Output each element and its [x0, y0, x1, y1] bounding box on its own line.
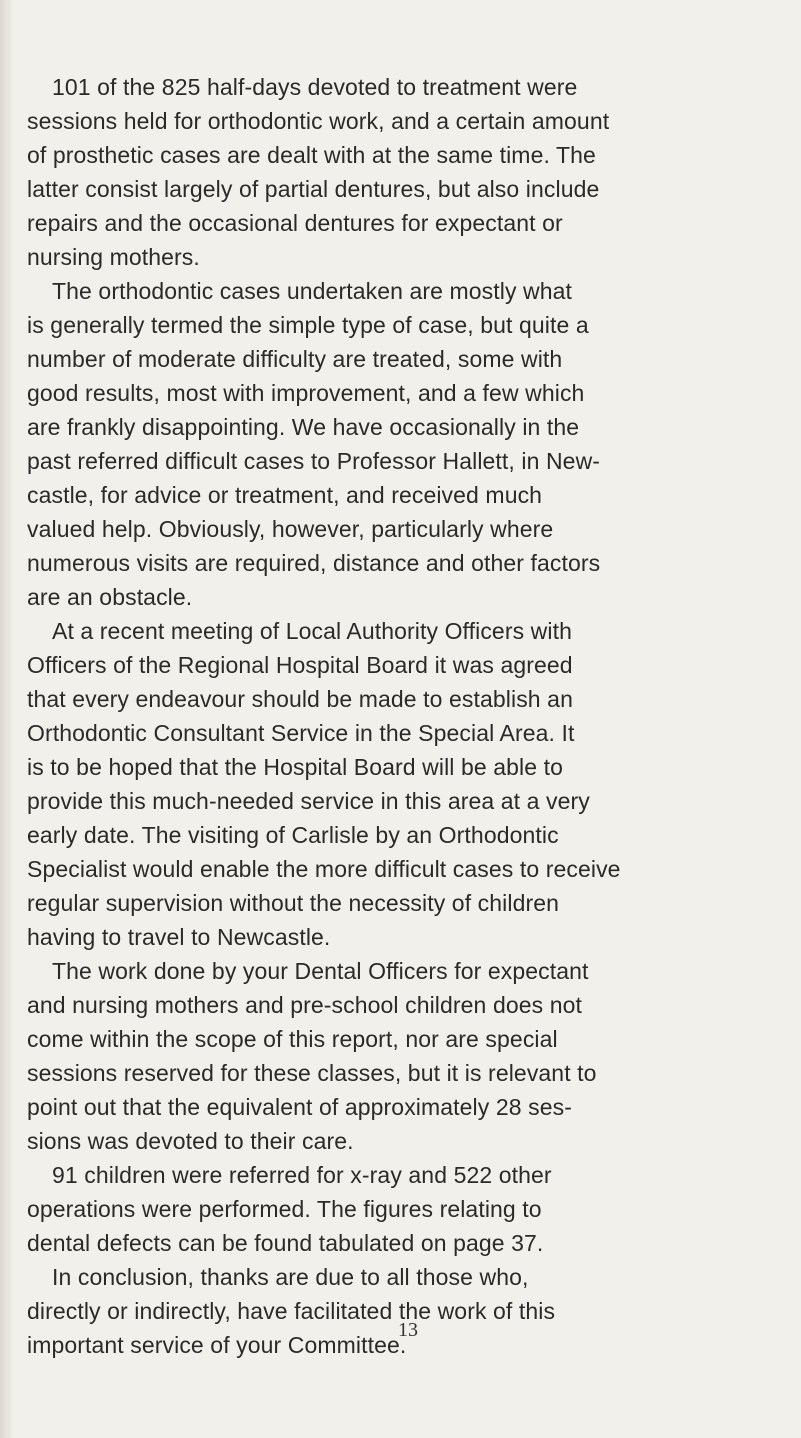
text-line: Specialist would enable the more difficult cases to receive — [27, 856, 621, 882]
text-line: that every endeavour should be made to establish an — [27, 686, 573, 712]
text-line: is generally termed the simple type of case, but quite a — [27, 312, 589, 338]
text-line: The orthodontic cases undertaken are mostly what — [52, 278, 573, 304]
text-line: sions was devoted to their care. — [27, 1128, 354, 1154]
text-line: sessions reserved for these classes, but it is relevant to — [27, 1060, 597, 1086]
text-line: numerous visits are required, distance and other factors — [27, 550, 601, 576]
text-line: is to be hoped that the Hospital Board will be able to — [27, 754, 564, 780]
page-number: 13 — [398, 1319, 418, 1341]
text-line: regular supervision without the necessity of children — [27, 890, 560, 916]
text-line: directly or indirectly, have facilitated the work of this — [27, 1298, 556, 1324]
text-line: provide this much-needed service in this area at a very — [27, 788, 590, 814]
text-line: castle, for advice or treatment, and received much — [27, 482, 543, 508]
text-line: valued help. Obviously, however, particularly where — [27, 516, 554, 542]
text-line: 101 of the 825 half-days devoted to treatment were — [52, 74, 578, 100]
text-line: good results, most with improvement, and a few which — [27, 380, 585, 406]
text-line: 91 children were referred for x-ray and 522 other — [52, 1162, 552, 1188]
text-line: past referred difficult cases to Professor Hallett, in New- — [27, 448, 601, 474]
text-line: latter consist largely of partial dentures, but also include — [27, 176, 600, 202]
text-line: number of moderate difficulty are treated, some with — [27, 346, 563, 372]
text-line: early date. The visiting of Carlisle by an Orthodontic — [27, 822, 559, 848]
text-line: Orthodontic Consultant Service in the Special Area. It — [27, 720, 575, 746]
text-line: having to travel to Newcastle. — [27, 924, 331, 950]
text-line: repairs and the occasional dentures for expectant or — [27, 210, 563, 236]
text-line: are an obstacle. — [27, 584, 193, 610]
text-line: The work done by your Dental Officers for expectant — [52, 958, 589, 984]
text-line: At a recent meeting of Local Authority Officers with — [52, 618, 572, 644]
text-line: Officers of the Regional Hospital Board it was agreed — [27, 652, 573, 678]
text-line: of prosthetic cases are dealt with at the same time. The — [27, 142, 596, 168]
page-edge-shadow — [0, 0, 14, 1438]
text-line: come within the scope of this report, nor are special — [27, 1026, 558, 1052]
text-line: important service of your Committee. — [27, 1332, 407, 1358]
text-line: dental defects can be found tabulated on page 37. — [27, 1230, 544, 1256]
text-line: sessions held for orthodontic work, and a certain amount — [27, 108, 610, 134]
text-line: and nursing mothers and pre-school children does not — [27, 992, 582, 1018]
text-line: are frankly disappointing. We have occasionally in the — [27, 414, 580, 440]
text-line: nursing mothers. — [27, 244, 200, 270]
text-line: In conclusion, thanks are due to all those who, — [52, 1264, 529, 1290]
text-line: point out that the equivalent of approximately 28 ses- — [27, 1094, 572, 1120]
text-line: operations were performed. The figures relating to — [27, 1196, 542, 1222]
